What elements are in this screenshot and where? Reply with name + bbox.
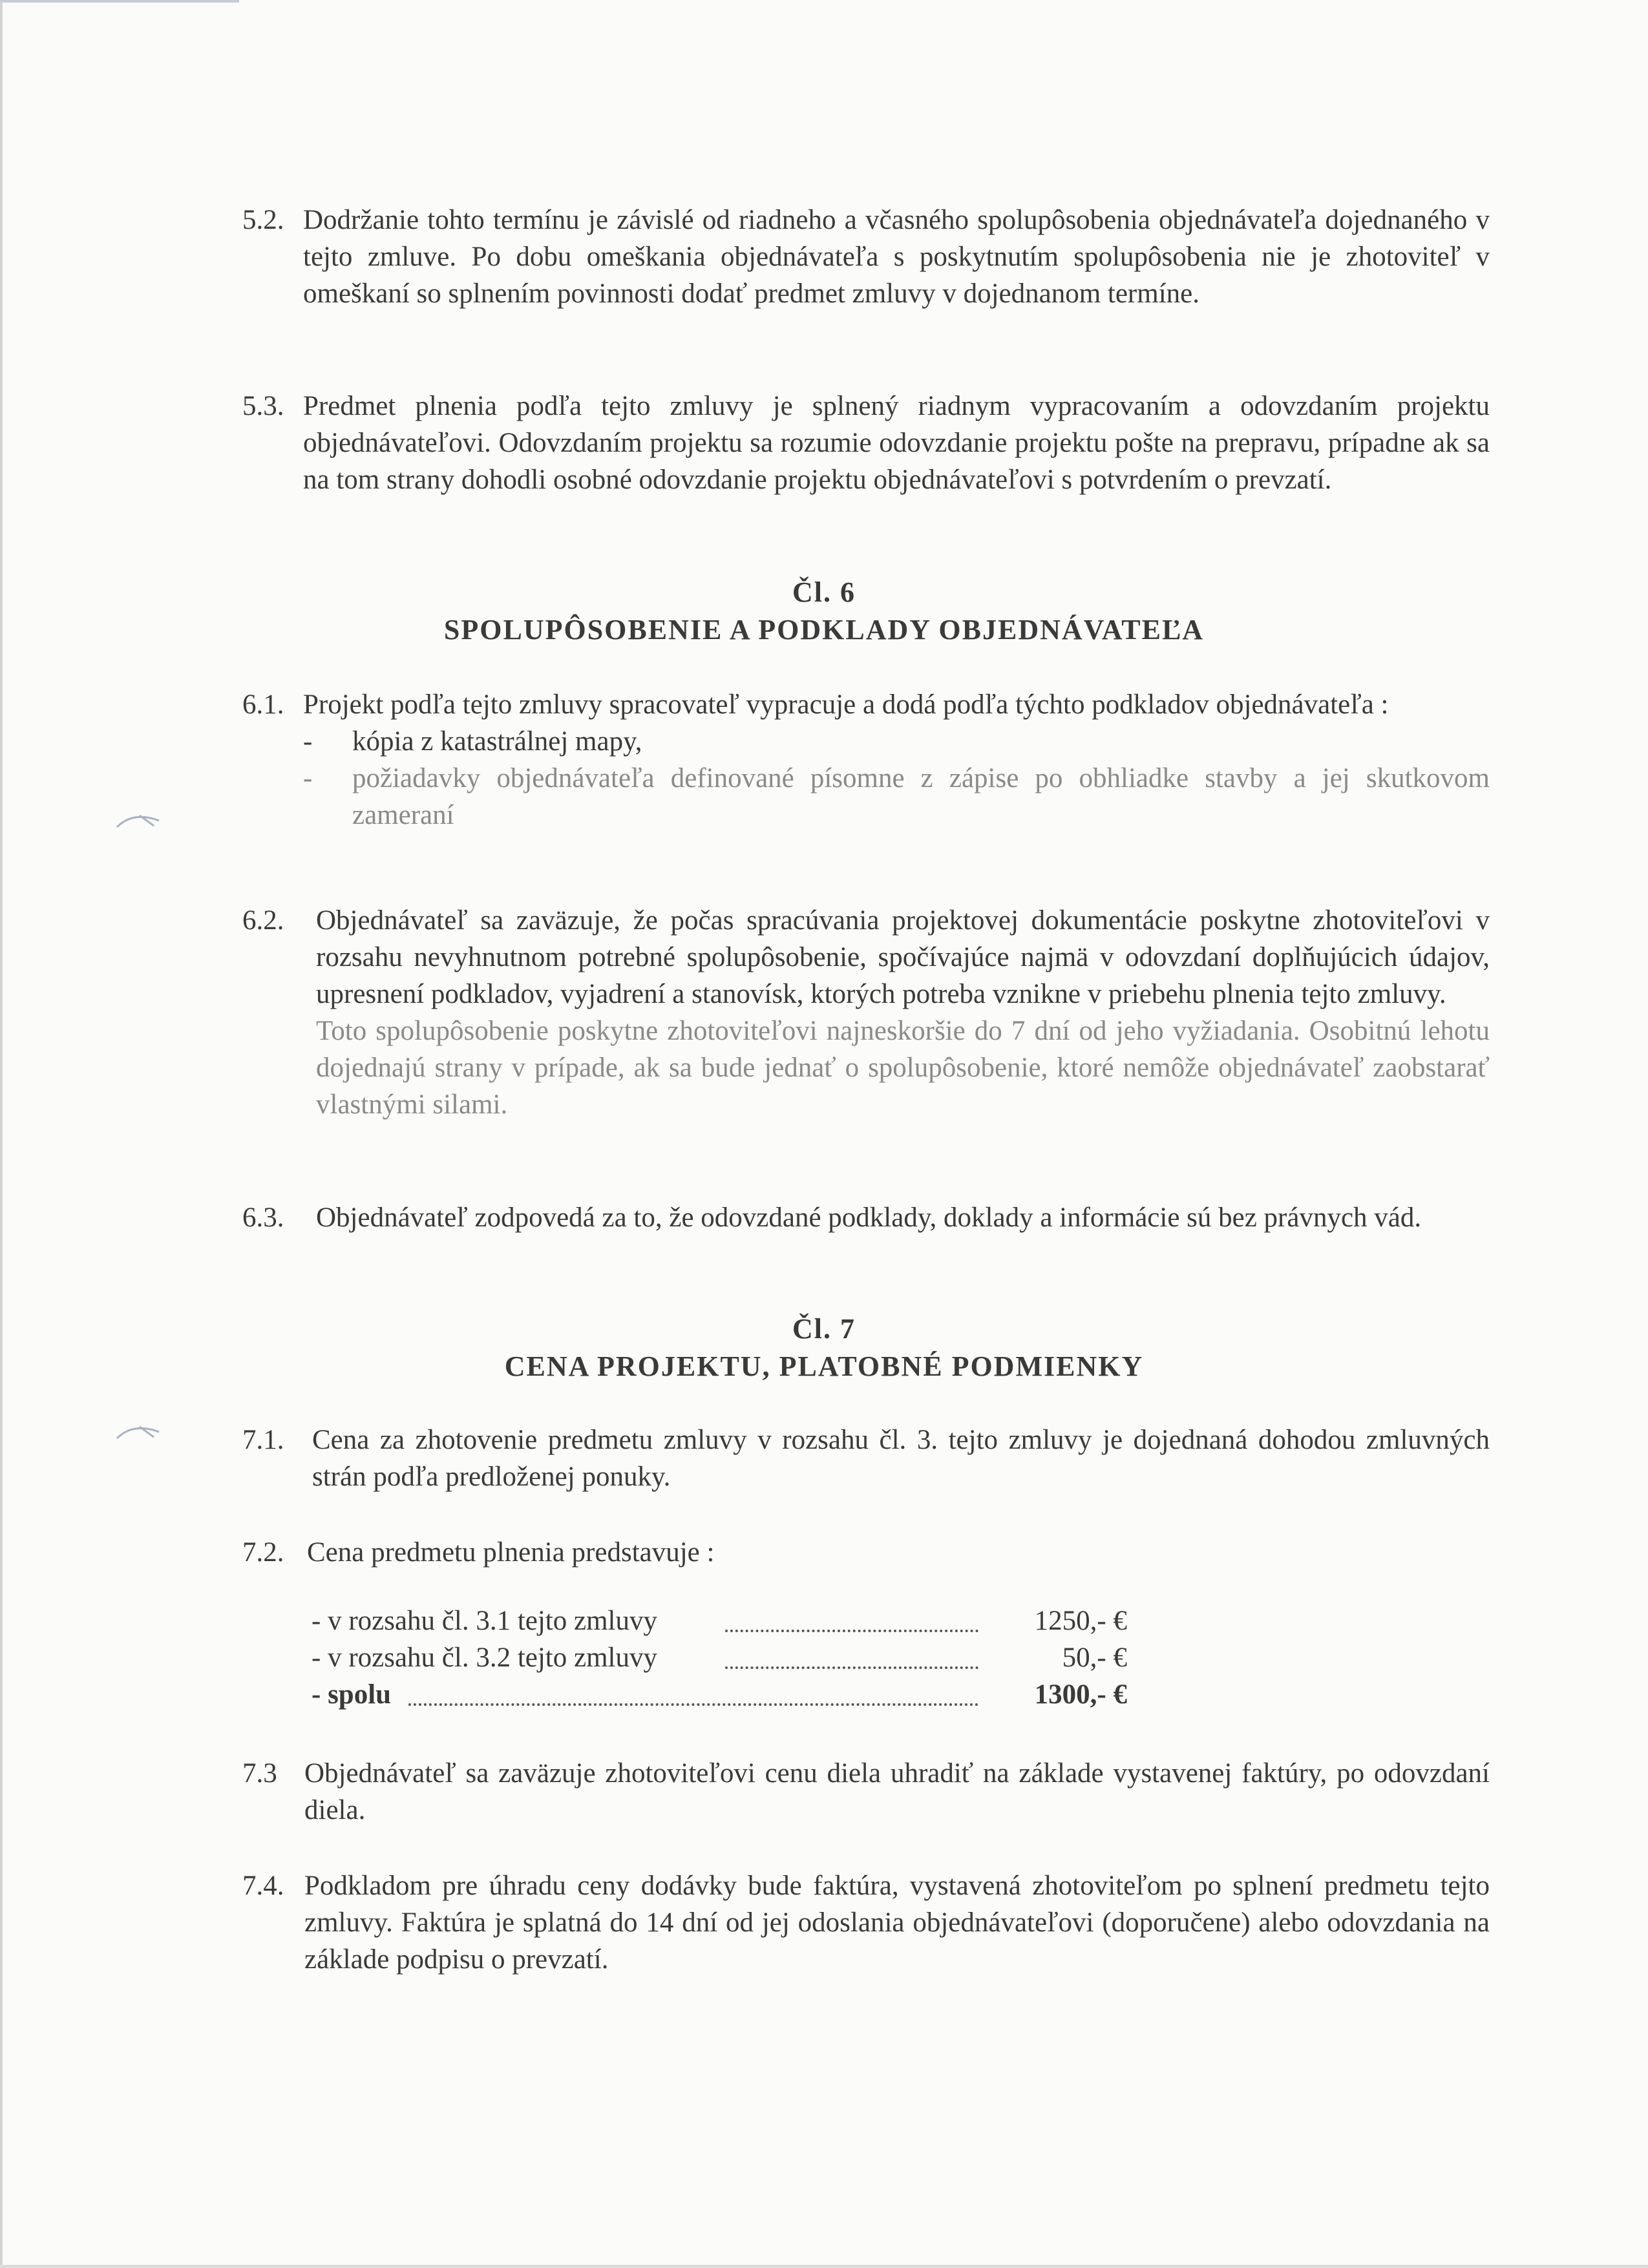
clause-7-4 [242,1867,1490,1978]
clause-number: 7.3 [242,1758,277,1789]
scan-edge-top [0,0,239,3]
clause-text: Cena za zhotovenie predmetu zmluvy v rozsahu čl. 3. tejto zmluvy je dojednaná dohodou zmluvných strán podľa predloženej ponuky. [312,1425,1490,1492]
price-label: - v rozsahu čl. 3.2 tejto zmluvy [312,1643,657,1673]
price-amount: 1300,- € [1034,1679,1127,1710]
clause-number: 5.3. [242,391,284,421]
clause-7-3 [242,1755,1490,1829]
scan-edge-bottom [0,2265,1648,2268]
margin-mark-icon [114,808,165,834]
clause-number: 6.2. [242,905,284,936]
price-table [312,1602,1127,1713]
clause-text: Podkladom pre úhradu ceny dodávky bude faktúra, vystavená zhotoviteľom po splnení predmetu tejto zmluvy. Faktúra je splatná do 14 dní od jej odoslania objednávateľovi (doporučene) alebo odovzdania na základe podpisu o prevzatí. [304,1871,1490,1975]
list-item: - kópia z katastrálnej mapy, [303,723,1490,760]
article-6-heading [0,574,1648,649]
clause-number: 6.3. [242,1202,284,1233]
clause-number: 5.2. [242,205,284,235]
leader-dots [725,1666,978,1669]
clause-7-1 [242,1422,1490,1495]
price-label: - spolu [312,1679,392,1710]
clause-5-3 [242,388,1490,498]
clause-text: Projekt podľa tejto zmluvy spracovateľ vypracuje a dodá podľa týchto podkladov objednávateľa : [303,689,1389,720]
clause-text: Objednávateľ sa zaväzuje zhotoviteľovi cenu diela uhradiť na základe vystavenej faktúry, po odovzdaní diela. [304,1758,1490,1825]
margin-mark-icon [114,1419,165,1445]
clause-number: 7.4. [242,1871,284,1901]
price-amount: 1250,- € [1034,1606,1127,1636]
price-amount: 50,- € [1062,1643,1127,1673]
clause-number: 6.1. [242,689,284,720]
article-title: SPOLUPÔSOBENIE A PODKLADY OBJEDNÁVATEĽA [443,614,1205,646]
clause-7-2 [242,1534,1490,1571]
clause-text: Objednávateľ zodpovedá za to, že odovzdané podklady, doklady a informácie sú bez právnych vád. [316,1202,1422,1233]
article-number: Čl. 7 [792,1313,856,1345]
article-number: Čl. 6 [792,576,856,608]
list-item: - požiadavky objednávateľa definované písomne z zápise po obhliadke stavby a jej skutkovom zameraní [303,760,1490,834]
clause-text-continued: Toto spolupôsobenie poskytne zhotoviteľovi najneskoršie do 7 dní od jeho vyžiadania. Osobitnú lehotu dojednajú strany v prípade, ak sa bude jednať o spolupôsobenie, ktoré nemôže objednávateľ zaobstarať vlastnými silami. [316,1016,1490,1120]
price-row [312,1639,1127,1676]
clause-6-1 [242,686,1490,834]
price-row [312,1602,1127,1639]
article-7-heading [0,1310,1648,1385]
price-label: - v rozsahu čl. 3.1 tejto zmluvy [312,1606,657,1636]
clause-number: 7.1. [242,1425,284,1455]
leader-dots [408,1703,978,1706]
clause-number: 7.2. [242,1537,284,1568]
clause-text: Objednávateľ sa zaväzuje, že počas spracúvania projektovej dokumentácie poskytne zhotoviteľovi v rozsahu nevyhnutnom potrebné spolupôsobenie, spočívajúce najmä v odovzdaní doplňujúcich údajov, upresnení podkladov, vyjadrení a stanovísk, ktorých potreba vznikne v priebehu plnenia tejto zmluvy. [316,905,1490,1009]
price-row-total [312,1676,1127,1713]
clause-5-2 [242,202,1490,312]
clause-6-3 [242,1199,1490,1236]
leader-dots [725,1630,978,1632]
scan-edge-left [0,0,3,2268]
clause-text: Predmet plnenia podľa tejto zmluvy je splnený riadnym vypracovaním a odovzdaním projektu objednávateľovi. Odovzdaním projektu sa rozumie odovzdanie projektu pošte na prepravu, prípadne ak sa na tom strany dohodli osobné odovzdanie projektu objednávateľovi s potvrdením o prevzatí. [303,391,1490,495]
clause-text: Dodržanie tohto termínu je závislé od riadneho a včasného spolupôsobenia objednávateľa dojednaného v tejto zmluve. Po dobu omeškania objednávateľa s poskytnutím spolupôsobenia nie je zhotoviteľ v omeškaní so splnením povinnosti dodať predmet zmluvy v dojednanom termíne. [303,205,1490,309]
source-list [303,723,1490,834]
clause-6-2 [242,902,1490,1123]
article-title: CENA PROJEKTU, PLATOBNÉ PODMIENKY [504,1350,1144,1382]
clause-text: Cena predmetu plnenia predstavuje : [307,1537,715,1568]
